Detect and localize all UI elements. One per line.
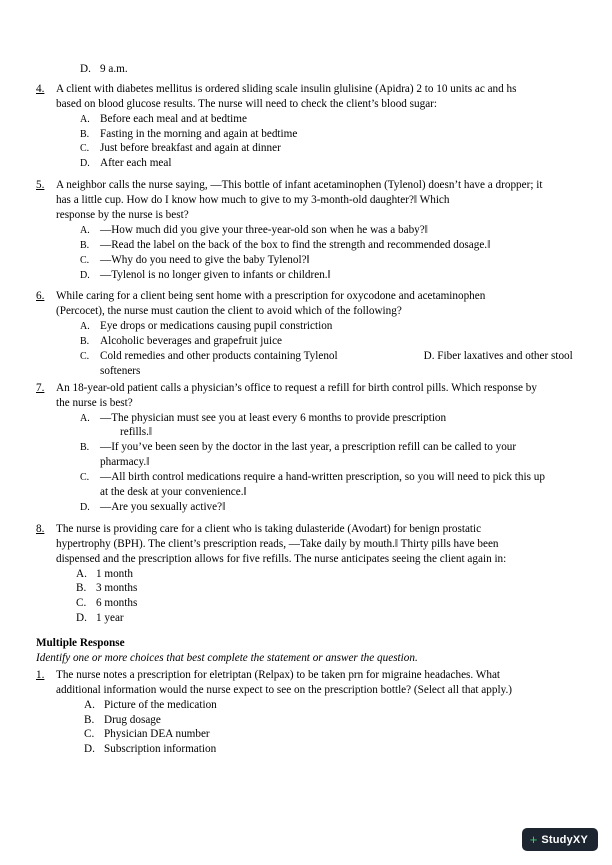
question-8 [36, 522, 576, 626]
list-item [80, 62, 576, 77]
option-letter: D. [80, 269, 90, 281]
option-letter: D. [80, 501, 90, 513]
option-continuation: softeners [100, 364, 141, 377]
option-text: Subscription information [104, 743, 217, 756]
option-text: ―Why do you need to give the baby Tylenol?‖ [100, 253, 310, 266]
option-letter: B. [80, 239, 90, 251]
question-stem-line: response by the nurse is best? [56, 209, 189, 222]
plus-icon: + [529, 832, 538, 847]
question-stem-line: (Percocet), the nurse must caution the client to avoid which of the following? [56, 305, 402, 318]
option-text: ―The physician must see you at least every 6 months to provide prescription [100, 411, 447, 424]
question-stem-line: hypertrophy (BPH). The client’s prescription reads, ―Take daily by mouth.‖ Thirty pills have been [56, 537, 499, 550]
option-letter: B. [76, 582, 87, 595]
option-letter: B. [80, 128, 90, 140]
list-item [80, 156, 576, 171]
question-number: 4. [36, 82, 45, 95]
question-stem-line: An 18-year-old patient calls a physician’s office to request a refill for birth control pills. Which response by [56, 381, 537, 394]
option-text: 1 month [96, 567, 133, 580]
list-item [76, 581, 576, 596]
option-text: 3 months [96, 582, 138, 595]
option-letter: D. [84, 743, 95, 756]
option-letter: C. [80, 254, 90, 266]
list-item [80, 334, 576, 349]
list-item [80, 127, 576, 142]
option-text [100, 349, 576, 364]
list-item [84, 742, 576, 757]
question-number: 8. [36, 522, 45, 535]
option-continuation: pharmacy.‖ [100, 456, 150, 469]
option-letter: A. [80, 224, 90, 236]
list-item [80, 268, 576, 283]
section-instruction: Identify one or more choices that best complete the statement or answer the question. [36, 651, 418, 664]
option-text: ―Are you sexually active?‖ [100, 500, 226, 513]
question-7 [36, 381, 576, 515]
list-item [80, 238, 576, 253]
option-letter: B. [84, 713, 95, 726]
question-stem-line: dispensed and the prescription allows for five refills. The nurse anticipates seeing the client again in: [56, 552, 507, 565]
option-text: Fasting in the morning and again at bedtime [100, 127, 298, 140]
option-text: Alcoholic beverages and grapefruit juice [100, 335, 283, 348]
question-stem-line: A neighbor calls the nurse saying, ―This bottle of infant acetaminophen (Tylenol) doesn’t have a dropper; it [56, 179, 543, 192]
list-item [80, 112, 576, 127]
section-heading: Multiple Response [36, 637, 125, 650]
option-letter: D. [80, 158, 90, 170]
list-item [84, 727, 576, 742]
option-letter: C. [80, 143, 90, 155]
option-text: 6 months [96, 597, 138, 610]
watermark-label: StudyXY [541, 833, 588, 846]
list-item [80, 349, 576, 364]
option-letter: B. [80, 442, 90, 454]
question-stem-line: has a little cup. How do I know how much to give to my 3-month-old daughter?‖ Which [56, 194, 450, 207]
option-continuation: refills.‖ [120, 426, 153, 439]
question-number: 7. [36, 381, 45, 394]
option-letter: D. [80, 63, 91, 75]
list-item [80, 470, 576, 485]
option-extra-text: D. Fiber laxatives and other stool [423, 350, 573, 363]
option-text: ―How much did you give your three-year-old son when he was a baby?‖ [100, 223, 428, 236]
list-item [80, 319, 576, 334]
option-letter: A. [80, 113, 90, 125]
studyxy-watermark-badge[interactable] [522, 828, 598, 851]
list-item [80, 411, 576, 426]
list-item [80, 141, 576, 156]
list-item [76, 567, 576, 582]
option-text: Before each meal and at bedtime [100, 112, 247, 125]
document-content [36, 62, 576, 759]
option-main-text: Cold remedies and other products containing Tylenol [100, 350, 338, 363]
question-4 [36, 82, 576, 171]
question-stem-line: The nurse is providing care for a client who is taking dulasteride (Avodart) for benign prostatic [56, 522, 482, 535]
option-letter: C. [80, 472, 90, 484]
option-text: Picture of the medication [104, 698, 217, 711]
question-5 [36, 178, 576, 282]
option-text: Just before breakfast and again at dinner [100, 142, 281, 155]
list-item [80, 500, 576, 515]
question-stem-line: the nurse is best? [56, 396, 133, 409]
list-item [76, 596, 576, 611]
option-letter: A. [80, 321, 90, 333]
option-text: ―All birth control medications require a hand-written prescription, so you will need to pick this up [100, 471, 545, 484]
question-number: 6. [36, 290, 45, 303]
question-stem-line: based on blood glucose results. The nurse will need to check the client’s blood sugar: [56, 97, 438, 110]
option-text: ―If you’ve been seen by the doctor in the last year, a prescription refill can be called to your [100, 441, 517, 454]
option-letter: A. [80, 412, 90, 424]
option-text: 9 a.m. [100, 63, 128, 75]
list-item [80, 253, 576, 268]
list-item [76, 611, 576, 626]
question-stem-line: While caring for a client being sent home with a prescription for oxycodone and acetaminophen [56, 290, 486, 303]
option-text: 1 year [96, 612, 124, 625]
list-item [80, 440, 576, 455]
option-text: After each meal [100, 157, 172, 170]
option-letter: C. [84, 728, 95, 741]
option-continuation: at the desk at your convenience.‖ [100, 486, 247, 499]
question-6 [36, 289, 576, 378]
option-letter: D. [76, 612, 87, 625]
question-number: 1. [36, 668, 45, 681]
option-text: ―Tylenol is no longer given to infants or children.‖ [100, 268, 331, 281]
list-item [84, 698, 576, 713]
list-item [84, 713, 576, 728]
list-item [80, 223, 576, 238]
question-number: 5. [36, 179, 45, 192]
option-text: Eye drops or medications causing pupil constriction [100, 320, 333, 333]
question-stem-line: The nurse notes a prescription for eletriptan (Relpax) to be taken prn for migraine headaches. What [56, 668, 501, 681]
multiple-response-question-1 [36, 668, 576, 757]
option-letter: B. [80, 336, 90, 348]
option-letter: A. [84, 698, 95, 711]
option-letter: A. [76, 567, 87, 580]
question-stem-line: additional information would the nurse expect to see on the prescription bottle? (Select all that apply.) [56, 683, 512, 696]
option-text: Physician DEA number [104, 728, 210, 741]
option-text: Drug dosage [104, 713, 161, 726]
question-stem-line: A client with diabetes mellitus is ordered sliding scale insulin glulisine (Apidra) 2 to 10 units ac and hs [56, 82, 517, 95]
option-letter: C. [76, 597, 87, 610]
option-letter: C. [80, 351, 90, 363]
option-text: ―Read the label on the back of the box to find the strength and recommended dosage.‖ [100, 238, 491, 251]
